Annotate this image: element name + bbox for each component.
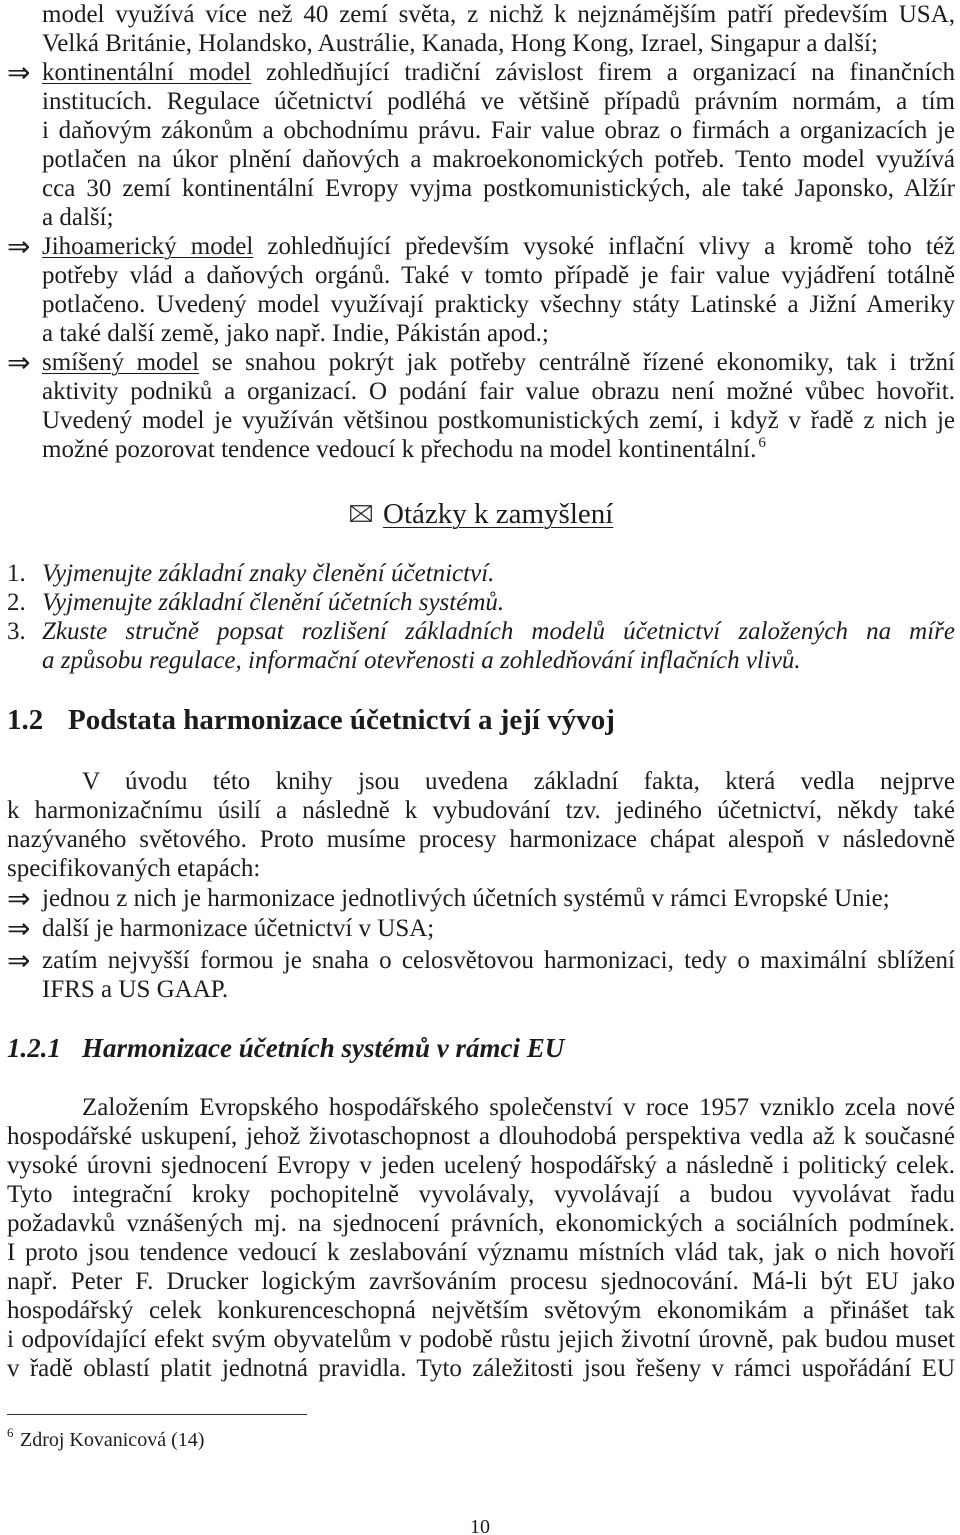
model-first-line bbox=[42, 232, 955, 261]
model-first-line bbox=[42, 58, 955, 87]
stage-line: IFRS a US GAAP. bbox=[42, 976, 229, 1003]
paragraph-line: požadavků vznášených mj. na sjednocení právních, ekonomických a sociálních podmínek. bbox=[7, 1210, 955, 1237]
paragraph-line: I proto jsou tendence vedoucí k zeslabování významu místních vlád tak, jak o nich hovoří bbox=[7, 1239, 955, 1266]
paragraph-line: např. Peter F. Drucker logickým završováním procesu sjednocování. Má-li být EU jako bbox=[7, 1268, 955, 1295]
model-line bbox=[42, 435, 955, 464]
model-line: a další; bbox=[42, 204, 114, 231]
paragraph-line: Založením Evropského hospodářského společenství v roce 1957 vzniklo zcela nové bbox=[82, 1094, 955, 1121]
paragraph-line: i odpovídající efekt svým obyvatelům v podobě růstu jejich životní úrovně, pak budou muset bbox=[7, 1326, 955, 1353]
subsection-title: Harmonizace účetních systémů v rámci EU bbox=[82, 1033, 565, 1063]
stage-line: jednou z nich je harmonizace jednotlivých účetních systémů v rámci Evropské Unie; bbox=[42, 885, 890, 912]
stage-line: další je harmonizace účetnictví v USA; bbox=[42, 915, 435, 942]
model-term: smíšený model bbox=[42, 349, 200, 376]
footnote-text: Zdroj Kovanicová (14) bbox=[20, 1429, 205, 1451]
double-arrow-icon: ⇒ bbox=[7, 882, 31, 915]
page-number: 10 bbox=[470, 1516, 490, 1535]
intro-line: model využívá více než 40 zemí světa, z nichž k nejznámějším patří především USA, bbox=[42, 1, 955, 28]
footnote-divider bbox=[7, 1414, 307, 1415]
model-line-text: možné pozorovat tendence vedoucí k přechodu na model kontinentální. bbox=[42, 436, 757, 463]
subsection-number: 1.2.1 bbox=[7, 1033, 61, 1063]
stage-item bbox=[7, 946, 955, 1004]
paragraph-line: hospodářský celek konkurenceschopná největším světovým ekonomikám a přinášet tak bbox=[7, 1297, 955, 1324]
model-line: aktivity podniků a organizací. O podání fair value obrazu není možné vůbec hovořit. bbox=[42, 378, 955, 405]
subsection-paragraph bbox=[7, 1093, 955, 1383]
paragraph-line: nazývaného světového. Proto musíme procesy harmonizace chápat alespoň v následovně bbox=[7, 826, 955, 853]
model-text bbox=[42, 232, 955, 348]
double-arrow-icon: ⇒ bbox=[7, 346, 31, 379]
section-number: 1.2 bbox=[7, 704, 44, 736]
double-arrow-icon: ⇒ bbox=[7, 944, 31, 977]
question-number: 3. bbox=[7, 618, 26, 645]
paragraph-line: Tyto integrační kroky pochopitelně vyvolávaly, vyvolávají a budou vyvolávat řadu bbox=[7, 1181, 955, 1208]
model-description-start: zohledňující tradiční závislost firem a organizací na finančních bbox=[266, 59, 955, 86]
section-heading bbox=[7, 703, 955, 737]
questions-heading bbox=[350, 497, 650, 531]
model-item-south-american bbox=[7, 232, 955, 348]
footnote bbox=[7, 1425, 607, 1452]
stage-line: zatím nejvyšší formou je snaha o celosvětovou harmonizaci, tedy o maximální sblížení bbox=[42, 947, 955, 974]
question-line: Vyjmenujte základní členění účetních systémů. bbox=[42, 589, 505, 616]
model-first-line bbox=[42, 348, 955, 377]
model-description-start: se snahou pokrýt jak potřeby centrálně řízené ekonomiky, tak i tržní bbox=[211, 349, 955, 376]
paragraph-line: vysoké úrovni sjednocení Evropy v jeden ucelený hospodářský a následně i politický celek. bbox=[7, 1152, 955, 1179]
model-line: potřeby vlád a daňových orgánů. Také v tomto případě je fair value vyjádření totálně bbox=[42, 262, 955, 289]
stage-item bbox=[7, 884, 955, 913]
model-text bbox=[42, 58, 955, 232]
section-paragraph bbox=[7, 767, 955, 883]
questions-list bbox=[7, 559, 955, 675]
footnote-reference: 6 bbox=[758, 435, 766, 451]
question-line: Zkuste stručně popsat rozlišení základních modelů účetnictví založených na míře bbox=[42, 618, 955, 645]
model-line: institucích. Regulace účetnictví podléhá ve většině případů právním normám, a tím bbox=[42, 88, 955, 115]
model-line: a také další země, jako např. Indie, Pákistán apod.; bbox=[42, 320, 549, 347]
paragraph-line: specifikovaných etapách: bbox=[7, 855, 261, 882]
question-item bbox=[7, 617, 955, 675]
accounting-models-list bbox=[7, 0, 955, 464]
intro-continuation bbox=[42, 0, 955, 58]
model-description-start: zohledňující především vysoké inflační vlivy a kromě toho též bbox=[267, 233, 956, 260]
model-line: cca 30 zemí kontinentální Evropy vyjma postkomunistických, ale také Japonsko, Alžír bbox=[42, 175, 955, 202]
double-arrow-icon: ⇒ bbox=[7, 912, 31, 945]
model-term: Jihoamerický model bbox=[42, 233, 254, 260]
question-number: 1. bbox=[7, 560, 26, 587]
model-item-mixed bbox=[7, 348, 955, 464]
intro-line: Velká Británie, Holandsko, Austrálie, Kanada, Hong Kong, Izrael, Singapur a další; bbox=[42, 30, 878, 57]
question-text bbox=[42, 588, 955, 617]
stage-item bbox=[7, 914, 955, 943]
model-item-continental bbox=[7, 58, 955, 232]
model-line: i daňovým zákonům a obchodnímu právu. Fair value obraz o firmách a organizacích je bbox=[42, 117, 955, 144]
stage-text bbox=[42, 946, 955, 1004]
question-item bbox=[7, 559, 955, 588]
paragraph-line: v řadě oblastí platit jednotná pravidla. Tyto záležitosti jsou řešeny v rámci uspořádání EU bbox=[7, 1355, 955, 1382]
stage-text bbox=[42, 884, 955, 913]
paragraph-line: V úvodu této knihy jsou uvedena základní fakta, která vedla nejprve bbox=[82, 768, 955, 795]
question-text bbox=[42, 617, 955, 675]
question-line: a způsobu regulace, informační otevřenosti a zohledňování inflačních vlivů. bbox=[42, 647, 801, 674]
stages-list bbox=[7, 884, 955, 1004]
question-line: Vyjmenujte základní znaky členění účetnictví. bbox=[42, 560, 495, 587]
subsection-heading bbox=[7, 1031, 955, 1065]
question-text bbox=[42, 559, 955, 588]
questions-title: Otázky k zamyšlení bbox=[383, 498, 614, 530]
model-term: kontinentální model bbox=[42, 59, 252, 86]
double-arrow-icon: ⇒ bbox=[7, 56, 31, 89]
model-line: potlačeno. Uvedený model využívají prakticky všechny státy Latinské a Jižní Ameriky bbox=[42, 291, 955, 318]
footnote-number: 6 bbox=[7, 1425, 14, 1440]
model-text bbox=[42, 348, 955, 464]
model-line: Uvedený model je využíván většinou postkomunistických zemí, i když v řadě z nich je bbox=[42, 407, 955, 434]
stage-text bbox=[42, 914, 955, 943]
question-number: 2. bbox=[7, 589, 26, 616]
envelope-icon bbox=[350, 505, 372, 522]
double-arrow-icon: ⇒ bbox=[7, 230, 31, 263]
question-item bbox=[7, 588, 955, 617]
section-title: Podstata harmonizace účetnictví a její vývoj bbox=[68, 704, 615, 736]
model-line: potlačen na úkor plnění daňových a makroekonomických potřeb. Tento model využívá bbox=[42, 146, 955, 173]
paragraph-line: k harmonizačnímu úsilí a následně k vybudování tzv. jediného účetnictví, někdy také bbox=[7, 797, 955, 824]
paragraph-line: hospodářské uskupení, jehož životaschopnost a dlouhodobá perspektiva vedla až k současné bbox=[7, 1123, 955, 1150]
